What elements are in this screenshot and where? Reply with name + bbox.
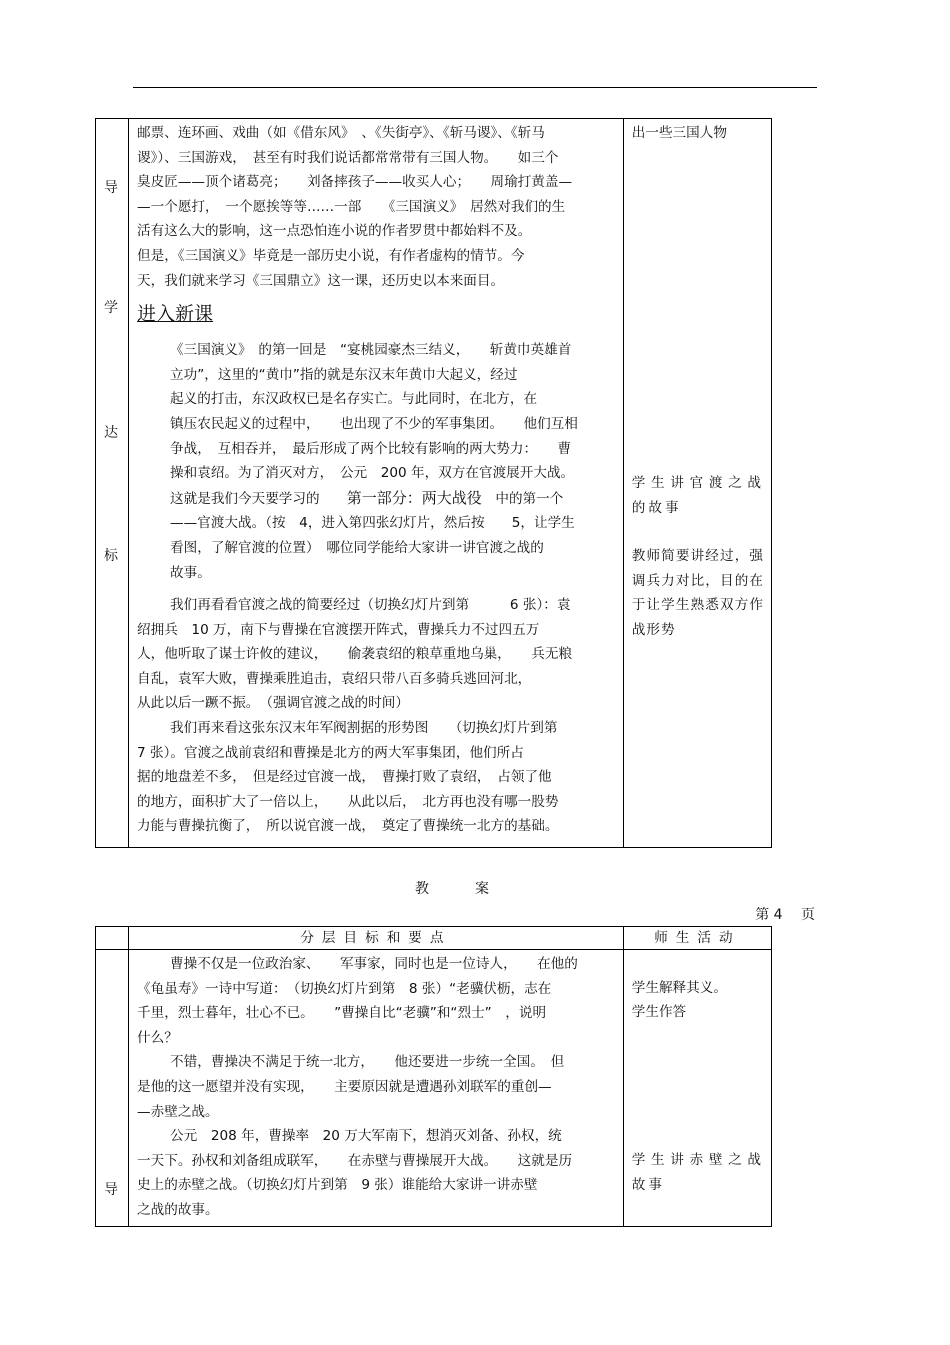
text-line: 什么？ bbox=[137, 1029, 178, 1046]
text-line: 不错，曹操决不满足于统一北方， 他还要进一步统一全国。 但 bbox=[170, 1054, 565, 1071]
header-activity: 师生活动 bbox=[623, 927, 771, 950]
text-segment: 中的第一个 bbox=[481, 490, 564, 507]
section-heading: 进入新课 bbox=[137, 303, 214, 326]
side-char: 达 bbox=[104, 425, 118, 441]
lesson-table-page1 bbox=[95, 118, 772, 848]
text-line: 看图，了解官渡的位置） 哪位同学能给大家讲一讲官渡之战的 bbox=[170, 539, 544, 556]
text-line: 我们再来看这张东汉末年军阀割据的形势图 （切换幻灯片到第 bbox=[170, 720, 558, 737]
text-line bbox=[170, 486, 615, 512]
header-blank-cell bbox=[96, 927, 129, 950]
intro-text bbox=[137, 121, 615, 293]
text-line: 我们再看看官渡之战的简要经过（切换幻灯片到第 6 张）：袁 bbox=[170, 597, 571, 614]
side-char: 标 bbox=[104, 548, 118, 564]
text-line: 7 张）。官渡之战前袁绍和曹操是北方的两大军事集团，他们所占 bbox=[137, 744, 524, 761]
text-line: 立功”，这里的“黄巾”指的就是东汉末年黄巾大起义，经过 bbox=[170, 366, 518, 383]
goals-content-cell bbox=[129, 950, 624, 1227]
activity-note: 学生讲赤壁之战故事 bbox=[631, 1152, 764, 1193]
activity-note: 学生解释其义。 bbox=[631, 980, 727, 996]
text-line: 千里，烈士暮年，壮心不已。 ”曹操自比“老骥”和“烈士” ，说明 bbox=[137, 1005, 547, 1022]
text-line: 一天下。孙权和刘备组成联军， 在赤壁与曹操展开大战。 这就是历 bbox=[137, 1152, 573, 1169]
text-line: 是他的这一愿望并没有实现， 主要原因就是遭遇孙刘联军的重创— bbox=[137, 1078, 552, 1095]
text-line: ——官渡大战。（按 4，进入第四张幻灯片，然后按 5，让学生 bbox=[170, 515, 575, 532]
lesson-table-page2 bbox=[95, 926, 772, 1227]
top-rule bbox=[133, 87, 817, 88]
text-line: 邮票、连环画、戏曲（如《借东风》 、《失街亭》、《斩马谡》、《斩马 bbox=[137, 125, 545, 141]
text-line: 力能与曹操抗衡了， 所以说官渡一战， 奠定了曹操统一北方的基础。 bbox=[137, 818, 559, 835]
text-segment: 这就是我们今天要学习的 bbox=[170, 490, 347, 507]
section-label-cell bbox=[96, 119, 129, 848]
text-line: 起义的打击，东汉政权已是名存实亡。与此同时，在北方，在 bbox=[170, 391, 538, 408]
paragraph-chibi bbox=[137, 1124, 615, 1222]
text-line: 谡》）、三国游戏， 甚至有时我们说话都常常带有三国人物。 如三个 bbox=[137, 149, 559, 166]
text-line: 从此以后一蹶不振。 （强调官渡之战的时间） bbox=[137, 695, 409, 712]
activity-cell bbox=[623, 119, 771, 848]
activity-note: 教师简要讲经过，强调兵力对比，目的在于让学生熟悉双方作战形势 bbox=[631, 548, 764, 638]
text-line: 故事。 bbox=[170, 564, 211, 581]
text-line: 自乱，袁军大败，曹操乘胜追击，袁绍只带八百多骑兵逃回河北， bbox=[137, 670, 532, 687]
text-line: 人，他听取了谋士许攸的建议， 偷袭袁绍的粮草重地乌巢， 兵无粮 bbox=[137, 646, 573, 663]
text-line: 臭皮匠——顶个诸葛亮； 刘备摔孩子——收买人心； 周瑜打黄盖— bbox=[137, 174, 573, 191]
paragraph-guandu-process bbox=[137, 593, 615, 716]
paragraph-warlord-map bbox=[137, 716, 615, 839]
text-line: 活有这么大的影响，这一点恐怕连小说的作者罗贯中都始料不及。 bbox=[137, 223, 532, 240]
side-char: 学 bbox=[104, 300, 118, 316]
text-line: —一个愿打， 一个愿挨等等……一部 《三国演义》 居然对我们的生 bbox=[137, 198, 566, 215]
text-line: 据的地盘差不多， 但是经过官渡一战， 曹操打败了袁绍， 占领了他 bbox=[137, 769, 552, 786]
text-line: 绍拥兵 10 万，南下与曹操在官渡摆开阵式，曹操兵力不过四五万 bbox=[137, 621, 540, 638]
text-line: 镇压农民起义的过程中， 也出现了不少的军事集团。 他们互相 bbox=[170, 415, 578, 432]
paragraph-guandu-intro bbox=[137, 338, 615, 585]
paragraph-unification bbox=[137, 1050, 615, 1124]
page-title: 教案 bbox=[415, 881, 535, 897]
goals-content-cell bbox=[129, 119, 624, 848]
text-line: 操和袁绍。为了消灭对方， 公元 200 年，双方在官渡展开大战。 bbox=[170, 465, 575, 482]
text-line: 之战的故事。 bbox=[137, 1201, 219, 1218]
text-line: 但是，《三国演义》毕竟是一部历史小说，有作者虚构的情节。今 bbox=[137, 247, 525, 264]
header-goals: 分层目标和要点 bbox=[129, 927, 624, 950]
text-line: 争战， 互相吞并， 最后形成了两个比较有影响的两大势力： 曹 bbox=[170, 440, 572, 457]
text-line: —赤壁之战。 bbox=[137, 1103, 219, 1120]
text-line: 曹操不仅是一位政治家、 军事家，同时也是一位诗人， 在他的 bbox=[170, 956, 578, 972]
activity-note: 学生讲官渡之战的故事 bbox=[631, 475, 764, 516]
text-line: 《三国演义》 的第一回是 “宴桃园豪杰三结义， 斩黄巾英雄首 bbox=[170, 342, 572, 359]
activity-note: 学生作答 bbox=[631, 1004, 687, 1020]
side-char: 导 bbox=[104, 180, 118, 196]
side-char: 导 bbox=[104, 1182, 118, 1198]
section-label-cell bbox=[96, 950, 129, 1227]
part-title: 第一部分：两大战役 bbox=[346, 488, 482, 507]
paragraph-poem bbox=[137, 952, 615, 1050]
activity-cell bbox=[623, 950, 771, 1227]
text-line: 《龟虽寿》一诗中写道： （切换幻灯片到第 8 张）“老骥伏枥，志在 bbox=[137, 980, 552, 997]
text-line: 史上的赤壁之战。（切换幻灯片到第 9 张）谁能给大家讲一讲赤壁 bbox=[137, 1177, 538, 1194]
text-line: 天，我们就来学习《三国鼎立》这一课，还历史以本来面目。 bbox=[137, 272, 505, 289]
page-number: 第 4 页 bbox=[755, 907, 815, 923]
text-line: 的地方，面积扩大了一倍以上， 从此以后， 北方再也没有哪一股势 bbox=[137, 793, 559, 810]
text-line: 公元 208 年，曹操率 20 万大军南下，想消灭刘备、孙权，统 bbox=[170, 1128, 562, 1145]
activity-note: 出一些三国人物 bbox=[631, 125, 727, 141]
